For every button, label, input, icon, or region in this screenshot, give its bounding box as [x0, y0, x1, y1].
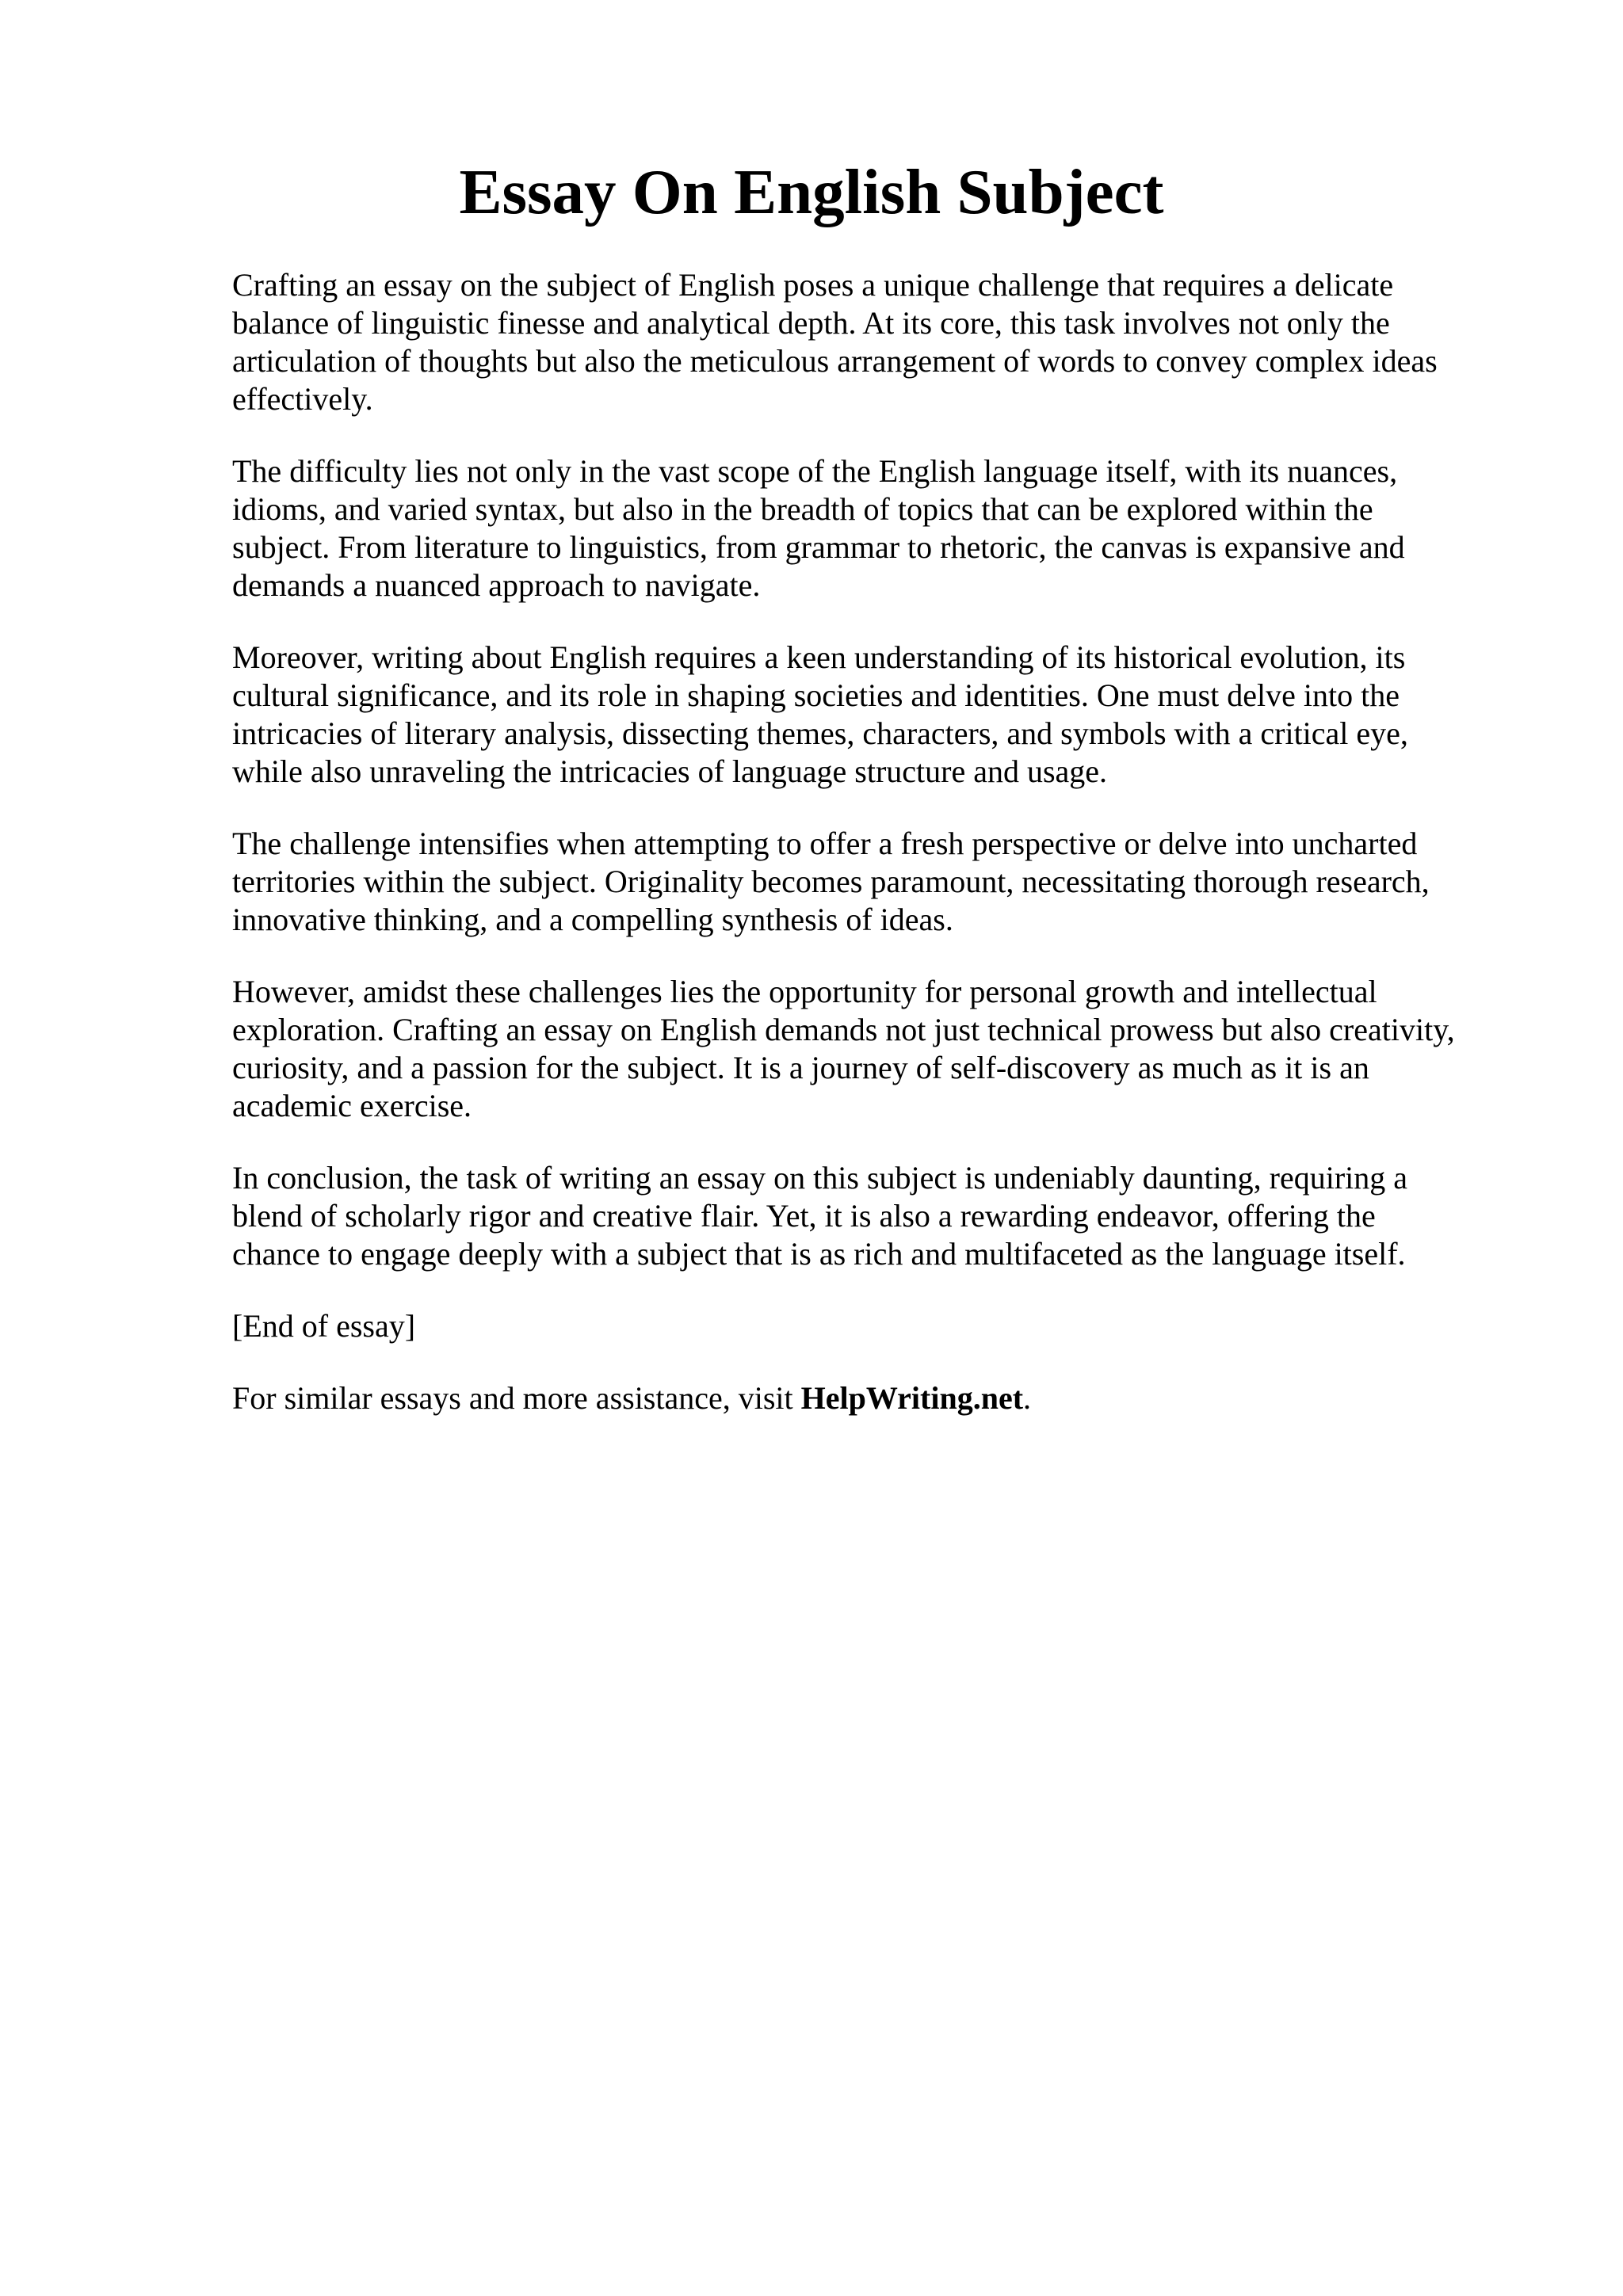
paragraph-line: [End of essay]	[232, 1308, 416, 1344]
footer-note	[232, 1379, 1516, 1417]
paragraph-line: However, amidst these challenges lies the opportunity for personal growth and intellectual	[232, 974, 1377, 1009]
paragraph-list	[232, 266, 1516, 1345]
paragraph-line: while also unraveling the intricacies of language structure and usage.	[232, 753, 1108, 789]
paragraph-line: effectively.	[232, 381, 373, 417]
essay-paragraph	[232, 1159, 1516, 1273]
paragraph-line: Crafting an essay on the subject of English poses a unique challenge that requires a delicate	[232, 267, 1394, 303]
paragraph-line: curiosity, and a passion for the subject. It is a journey of self-discovery as much as it is an	[232, 1050, 1369, 1085]
essay-paragraph	[232, 825, 1516, 939]
footer-prefix: For similar essays and more assistance, visit	[232, 1380, 793, 1416]
paragraph-line: The challenge intensifies when attempting to offer a fresh perspective or delve into uncharted	[232, 826, 1418, 861]
paragraph-line: exploration. Crafting an essay on English demands not just technical prowess but also creativity,	[232, 1012, 1455, 1047]
essay-paragraph	[232, 266, 1516, 418]
paragraph-line: blend of scholarly rigor and creative flair. Yet, it is also a rewarding endeavor, offering the	[232, 1198, 1376, 1234]
paragraph-line: demands a nuanced approach to navigate.	[232, 567, 761, 603]
paragraph-line: subject. From literature to linguistics, from grammar to rhetoric, the canvas is expansive and	[232, 529, 1405, 565]
paragraph-line: territories within the subject. Originality becomes paramount, necessitating thorough research,	[232, 864, 1430, 899]
paragraph-line: In conclusion, the task of writing an essay on this subject is undeniably daunting, requiring a	[232, 1160, 1408, 1196]
essay-paragraph	[232, 452, 1516, 605]
paragraph-line: The difficulty lies not only in the vast scope of the English language itself, with its nuances,	[232, 453, 1398, 489]
paragraph-line: academic exercise.	[232, 1088, 472, 1123]
paragraph-line: innovative thinking, and a compelling synthesis of ideas.	[232, 902, 953, 937]
paragraph-line: articulation of thoughts but also the meticulous arrangement of words to convey complex ideas	[232, 343, 1438, 379]
footer-suffix: .	[1023, 1380, 1032, 1416]
paragraph-line: Moreover, writing about English requires a keen understanding of its historical evolution, its	[232, 639, 1406, 675]
paragraph-line: idioms, and varied syntax, but also in the breadth of topics that can be explored within the	[232, 491, 1373, 527]
essay-paragraph	[232, 639, 1516, 791]
paragraph-line: intricacies of literary analysis, dissecting themes, characters, and symbols with a critical eye,	[232, 715, 1408, 751]
paragraph-line: cultural significance, and its role in shaping societies and identities. One must delve into the	[232, 677, 1400, 713]
essay-paragraph	[232, 1307, 1516, 1345]
essay-title: Essay On English Subject	[459, 156, 1164, 227]
helpwriting-link[interactable]: HelpWriting.net	[800, 1380, 1024, 1416]
essay-body	[232, 266, 1516, 1451]
paragraph-line: chance to engage deeply with a subject that is as rich and multifaceted as the language itself.	[232, 1236, 1406, 1272]
paragraph-line: balance of linguistic finesse and analytical depth. At its core, this task involves not only the	[232, 305, 1390, 341]
essay-paragraph	[232, 973, 1516, 1125]
